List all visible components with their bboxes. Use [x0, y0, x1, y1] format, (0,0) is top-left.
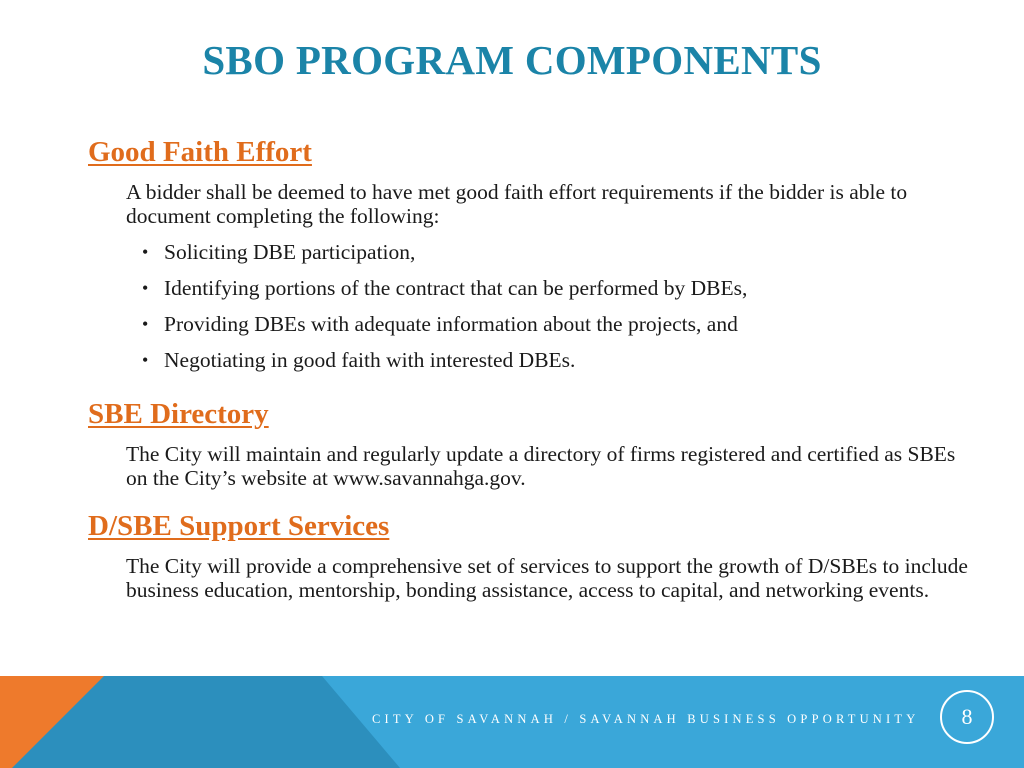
section-heading-dsbe-support-services: D/SBE Support Services [88, 510, 390, 542]
bullet-dot-icon: • [142, 278, 149, 298]
section-body-dsbe-support-services: The City will provide a comprehensive set of services to support the growth of D/SBEs to include business education, mentorship, bonding assistance, access to capital, and networking events. [126, 554, 968, 602]
footer-text: CITY OF SAVANNAH / SAVANNAH BUSINESS OPPORTUNITY [372, 712, 920, 726]
section-dsbe-support-services [88, 508, 988, 602]
section-heading-good-faith-effort: Good Faith Effort [88, 136, 312, 168]
section-heading-sbe-directory: SBE Directory [88, 398, 269, 430]
section-sbe-directory [88, 396, 988, 490]
bullet-item: • Identifying portions of the contract that can be performed by DBEs, [142, 276, 748, 300]
section-body-sbe-directory: The City will maintain and regularly update a directory of firms registered and certified as SBEs on the City’s website at www.savannahga.gov. [126, 442, 956, 490]
bullet-dot-icon: • [142, 242, 149, 262]
bullet-item: • Providing DBEs with adequate information about the projects, and [142, 312, 738, 336]
bullet-item: • Soliciting DBE participation, [142, 240, 416, 264]
section-good-faith-effort [88, 134, 988, 372]
bullet-item: • Negotiating in good faith with interested DBEs. [142, 348, 576, 372]
footer-bar [0, 676, 1024, 768]
page-number: 8 [940, 690, 994, 744]
slide-title: SBO PROGRAM COMPONENTS [202, 37, 822, 83]
bullet-list [126, 240, 988, 372]
bullet-dot-icon: • [142, 314, 149, 334]
section-body-good-faith-effort: A bidder shall be deemed to have met good faith effort requirements if the bidder is able to document completing the following: [126, 180, 908, 228]
slide-content [88, 134, 988, 602]
bullet-dot-icon: • [142, 350, 149, 370]
